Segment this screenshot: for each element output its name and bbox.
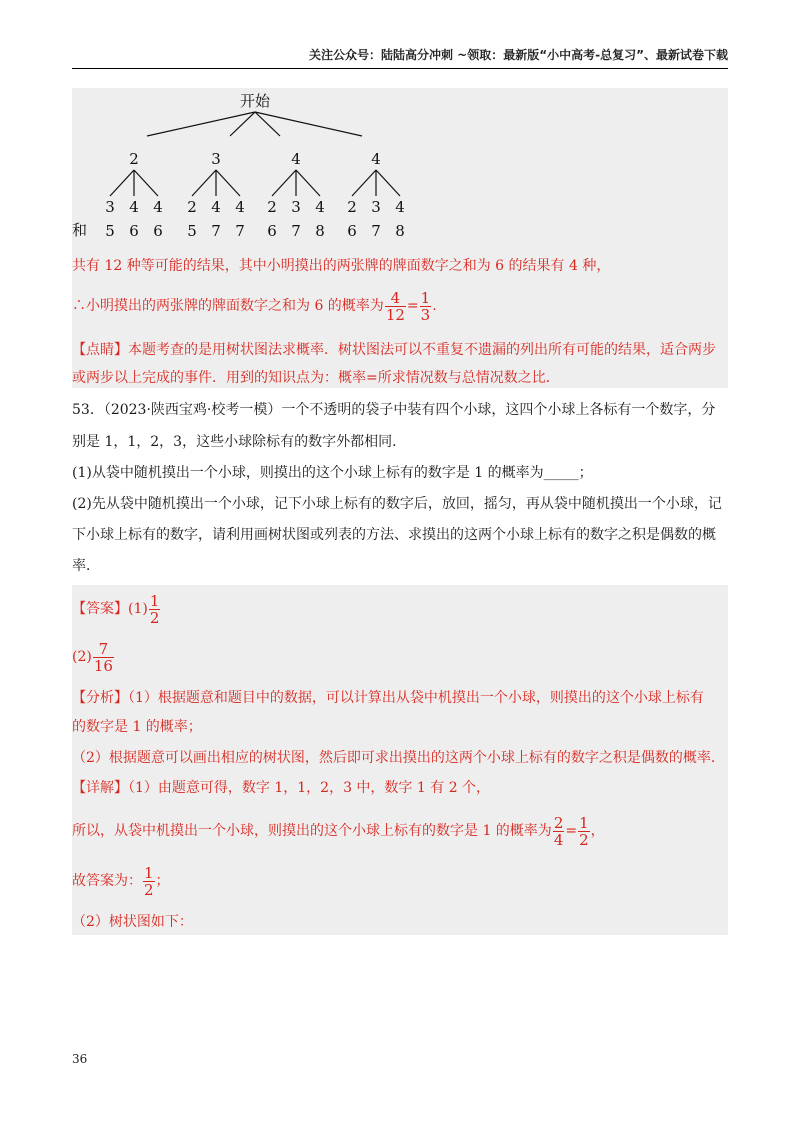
tree-diagram <box>72 90 472 250</box>
analysis-line-3: （2）根据题意可以画出相应的树状图，然后即可求出摸出的这两个小球上标有的数字之积是偶数的概率． <box>72 750 725 766</box>
detail-answer-label: 故答案为： <box>72 873 142 889</box>
tree-second: 3 <box>105 198 115 216</box>
result-line: 共有 12 种等可能的结果，其中小明摸出的两张牌的牌面数字之和为 6 的结果有 4 种， <box>72 258 611 274</box>
tree-sum: 7 <box>371 222 381 240</box>
detail-line-3: 故答案为： $\frac{1}{2}$ ； <box>72 863 170 899</box>
answer-label: 【答案】(1) <box>72 601 148 617</box>
page-header: 关注公众号：陆陆高分冲刺 ~领取：最新版“小中高考-总复习”、最新试卷下载 <box>72 46 728 69</box>
fraction-2-4: $\frac{2}{4}$ <box>553 813 564 849</box>
tree-second: 3 <box>371 198 381 216</box>
conclusion-line: ∴小明摸出的两张牌的牌面数字之和为 6 的概率为 $\frac{4}{12}$ = $\frac{1}{3}$ . <box>72 288 437 324</box>
tree-sum-label: 和 <box>72 221 88 239</box>
tree-second: 4 <box>315 198 325 216</box>
tree-second: 2 <box>267 198 277 216</box>
question-line-2: 别是 1，1，2，3，这些小球除标有的数字外都相同． <box>72 434 407 450</box>
answer-part-2-label: (2) <box>72 649 92 665</box>
fraction-4-12: $\frac{4}{12}$ <box>385 288 405 324</box>
tree-second: 3 <box>291 198 301 216</box>
question-part-2-line-1: (2)先从袋中随机摸出一个小球，记下小球上标有的数字后，放回，摇匀，再从袋中随机摸出一个小球，记 <box>72 496 722 512</box>
tree-sum: 8 <box>395 222 405 240</box>
detail-line-1: 【详解】（1）由题意可得，数字 1，1，2，3 中，数字 1 有 2 个， <box>72 780 491 796</box>
detail-line-2: 所以，从袋中机摸出一个小球，则摸出的这个小球上标有的数字是 1 的概率为 $\frac{2}{4}$ = $\frac{1}{2}$ ， <box>72 813 605 849</box>
question-part-2-line-3: 率． <box>72 558 100 574</box>
tree-sum: 8 <box>315 222 325 240</box>
tree-sum: 6 <box>347 222 357 240</box>
tree-sum: 7 <box>291 222 301 240</box>
tree-second: 4 <box>395 198 405 216</box>
tree-sum: 7 <box>211 222 221 240</box>
fraction-1-2-c: $\frac{1}{2}$ <box>144 863 154 899</box>
analysis-line-2: 的数字是 1 的概率； <box>72 719 202 735</box>
tree-root: 开始 <box>239 92 271 110</box>
fraction-1-2: $\frac{1}{2}$ <box>149 591 160 627</box>
answer-line-2 <box>72 638 732 676</box>
fraction-1-2-b: $\frac{1}{2}$ <box>579 813 589 849</box>
tree-sum: 5 <box>105 222 115 240</box>
detail-line-4: （2）树状图如下： <box>72 914 193 930</box>
answer-line-1 <box>72 590 732 628</box>
tree-second: 2 <box>347 198 357 216</box>
fraction-1-3: $\frac{1}{3}$ <box>420 288 431 324</box>
tree-second: 4 <box>235 198 245 216</box>
tree-second: 4 <box>153 198 163 216</box>
fraction-7-16: $\frac{7}{16}$ <box>93 639 113 675</box>
analysis-line-1: 【分析】（1）根据题意和题目中的数据，可以计算出从袋中机摸出一个小球，则摸出的这个小球上标有 <box>72 690 704 706</box>
tree-sum: 6 <box>267 222 277 240</box>
comment-line-2: 或两步以上完成的事件．用到的知识点为：概率=所求情况数与总情况数之比． <box>72 370 560 386</box>
tree-first-3: 4 <box>291 150 301 168</box>
tree-first-4: 4 <box>371 150 381 168</box>
tree-sum: 6 <box>129 222 139 240</box>
question-part-1: (1)从袋中随机摸出一个小球，则摸出的这个小球上标有的数字是 1 的概率为_____； <box>72 465 593 481</box>
page-number: 36 <box>72 1052 88 1066</box>
conclusion-text: ∴小明摸出的两张牌的牌面数字之和为 6 的概率为 <box>72 298 384 314</box>
tree-sum: 7 <box>235 222 245 240</box>
question-line-1: 53．（2023·陕西宝鸡·校考一模）一个不透明的袋子中装有四个小球，这四个小球上各标有一个数字，分 <box>72 402 716 418</box>
tree-second: 4 <box>211 198 221 216</box>
tree-second: 2 <box>187 198 197 216</box>
detail-text: 所以，从袋中机摸出一个小球，则摸出的这个小球上标有的数字是 1 的概率为 <box>72 823 552 839</box>
comment-line-1: 【点睛】本题考查的是用树状图法求概率．树状图法可以不重复不遗漏的列出所有可能的结果，适合两步 <box>72 342 716 358</box>
tree-sum: 6 <box>153 222 163 240</box>
tree-sum: 5 <box>187 222 197 240</box>
question-part-2-line-2: 下小球上标有的数字，请利用画树状图或列表的方法、求摸出的这两个小球上标有的数字之积是偶数的概 <box>72 527 716 543</box>
tree-first-2: 3 <box>211 150 221 168</box>
tree-first-1: 2 <box>129 150 139 168</box>
tree-second: 4 <box>129 198 139 216</box>
